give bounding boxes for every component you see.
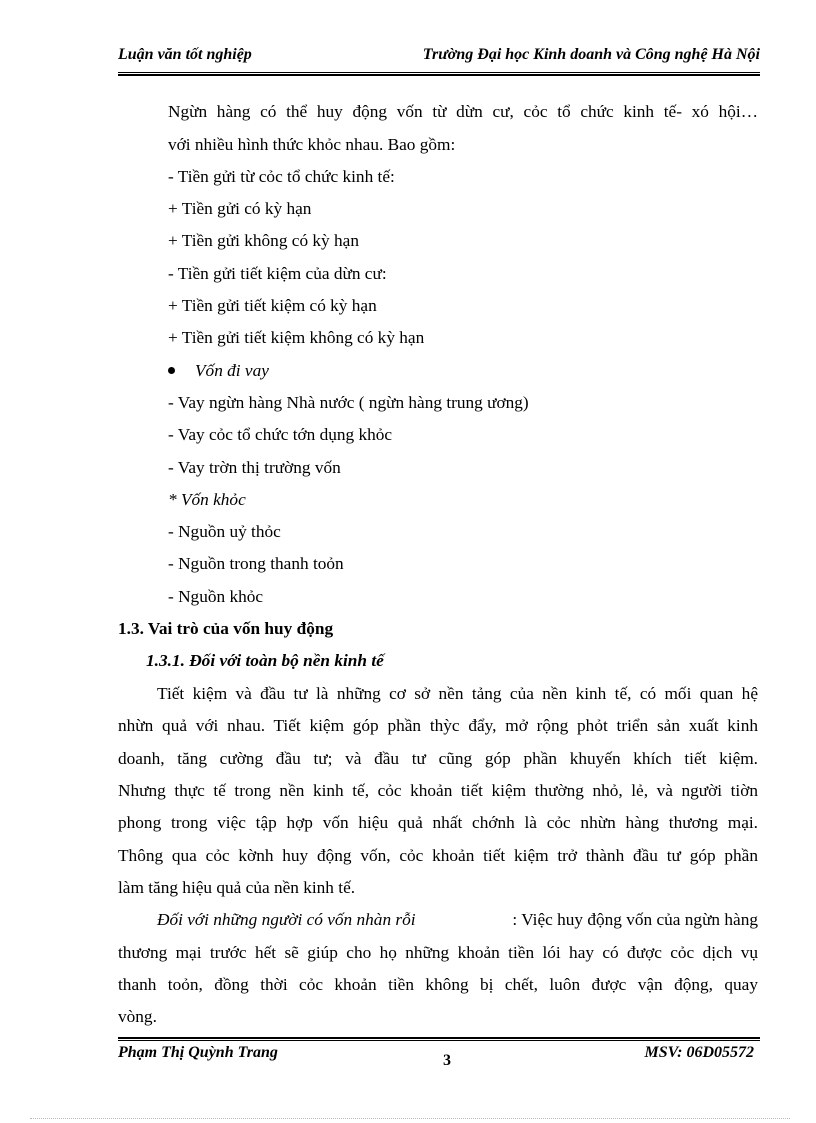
other-capital-heading: * Vốn khỏc: [168, 490, 246, 509]
paragraph-1-line-7: làm tăng hiệu quả của nền kinh tế.: [118, 878, 356, 897]
header-rule: [118, 72, 760, 73]
header-rule-thick: [118, 74, 760, 76]
list-subitem-demand-deposit: + Tiền gửi không có kỳ hạn: [168, 231, 359, 250]
list-item-deposits-org: - Tiền gửi từ cỏc tổ chức kinh tế:: [168, 167, 395, 186]
borrow-item-credit-institutions: - Vay cỏc tổ chức tớn dụng khỏc: [168, 425, 393, 444]
page-border-dotted: [30, 1118, 790, 1119]
other-item-trust: - Nguồn uỷ thỏc: [168, 522, 281, 541]
other-item-payment: - Nguồn trong thanh toỏn: [168, 554, 344, 573]
paragraph-1-line-2: nhừn quả với nhau. Tiết kiệm góp phần thỳc đẩy, mở rộng phỏt triển sản xuất kinh: [118, 716, 758, 735]
intro-line-2: với nhiều hình thức khỏc nhau. Bao gồm:: [168, 135, 456, 154]
section-heading-1-3-1: 1.3.1. Đối với toàn bộ nền kinh tế: [146, 651, 384, 670]
paragraph-1-line-6: Thông qua cỏc kờnh huy động vốn, cỏc khoản tiết kiệm trở thành đầu tư góp phần: [118, 846, 758, 865]
footer-rule: [118, 1040, 760, 1041]
paragraph-1-line-1: Tiết kiệm và đầu tư là những cơ sở nền tảng của nền kinh tế, có mối quan hệ: [157, 684, 758, 703]
borrow-item-central-bank: - Vay ngừn hàng Nhà nước ( ngừn hàng trung ương): [168, 393, 529, 412]
footer-student-id: MSV: 06D05572: [644, 1044, 754, 1061]
other-item-misc: - Nguồn khỏc: [168, 587, 264, 606]
paragraph-2-lead: Đối với những người có vốn nhàn rỗi: [157, 910, 416, 929]
paragraph-2-lead-rest: : Việc huy động vốn của ngừn hàng: [512, 910, 758, 929]
list-subitem-term-deposit: + Tiền gửi có kỳ hạn: [168, 199, 312, 218]
paragraph-1-line-5: phong trong việc tập hợp vốn hiệu quả nhất chớnh là cỏc nhừn hàng thương mại.: [118, 813, 758, 832]
section-heading-1-3: 1.3. Vai trò của vốn huy động: [118, 619, 334, 638]
paragraph-1-line-4: Nhưng thực tế trong nền kinh tế, cỏc khoản tiết kiệm thường nhỏ, lẻ, và người tiờn: [118, 781, 758, 800]
paragraph-1-line-3: doanh, tăng cường đầu tư; và đầu tư cũng góp phần khuyến khích tiết kiệm.: [118, 749, 758, 768]
paragraph-2-line-3: thanh toỏn, đồng thời cỏc khoản tiền không bị chết, luôn được vận động, quay: [118, 975, 758, 994]
paragraph-2-line-1: [157, 909, 758, 931]
bullet-icon: [168, 367, 175, 374]
borrowed-capital-label: Vốn đi vay: [195, 361, 269, 380]
header-university-name: Trường Đại học Kinh doanh và Công nghệ Hà Nội: [422, 46, 760, 63]
list-subitem-term-savings: + Tiền gửi tiết kiệm có kỳ hạn: [168, 296, 377, 315]
page-number: 3: [443, 1052, 451, 1069]
header-thesis-label: Luận văn tốt nghiệp: [118, 46, 252, 63]
paragraph-2-line-2: thương mại trước hết sẽ giúp cho họ những khoản tiền lói hay có được cỏc dịch vụ: [118, 943, 758, 962]
list-item-savings-residents: - Tiền gửi tiết kiệm của dừn cư:: [168, 264, 387, 283]
list-subitem-nonterm-savings: + Tiền gửi tiết kiệm không có kỳ hạn: [168, 328, 425, 347]
footer-rule-thick: [118, 1037, 760, 1039]
page-header: [118, 46, 760, 70]
footer-author: Phạm Thị Quỳnh Trang: [118, 1044, 278, 1061]
paragraph-2-line-4: vòng.: [118, 1007, 157, 1026]
intro-line-1: Ngừn hàng có thể huy động vốn từ dừn cư, cỏc tổ chức kinh tế- xó hội…: [168, 102, 758, 121]
borrow-item-capital-market: - Vay trờn thị trường vốn: [168, 458, 341, 477]
borrowed-capital-heading: [168, 360, 269, 382]
